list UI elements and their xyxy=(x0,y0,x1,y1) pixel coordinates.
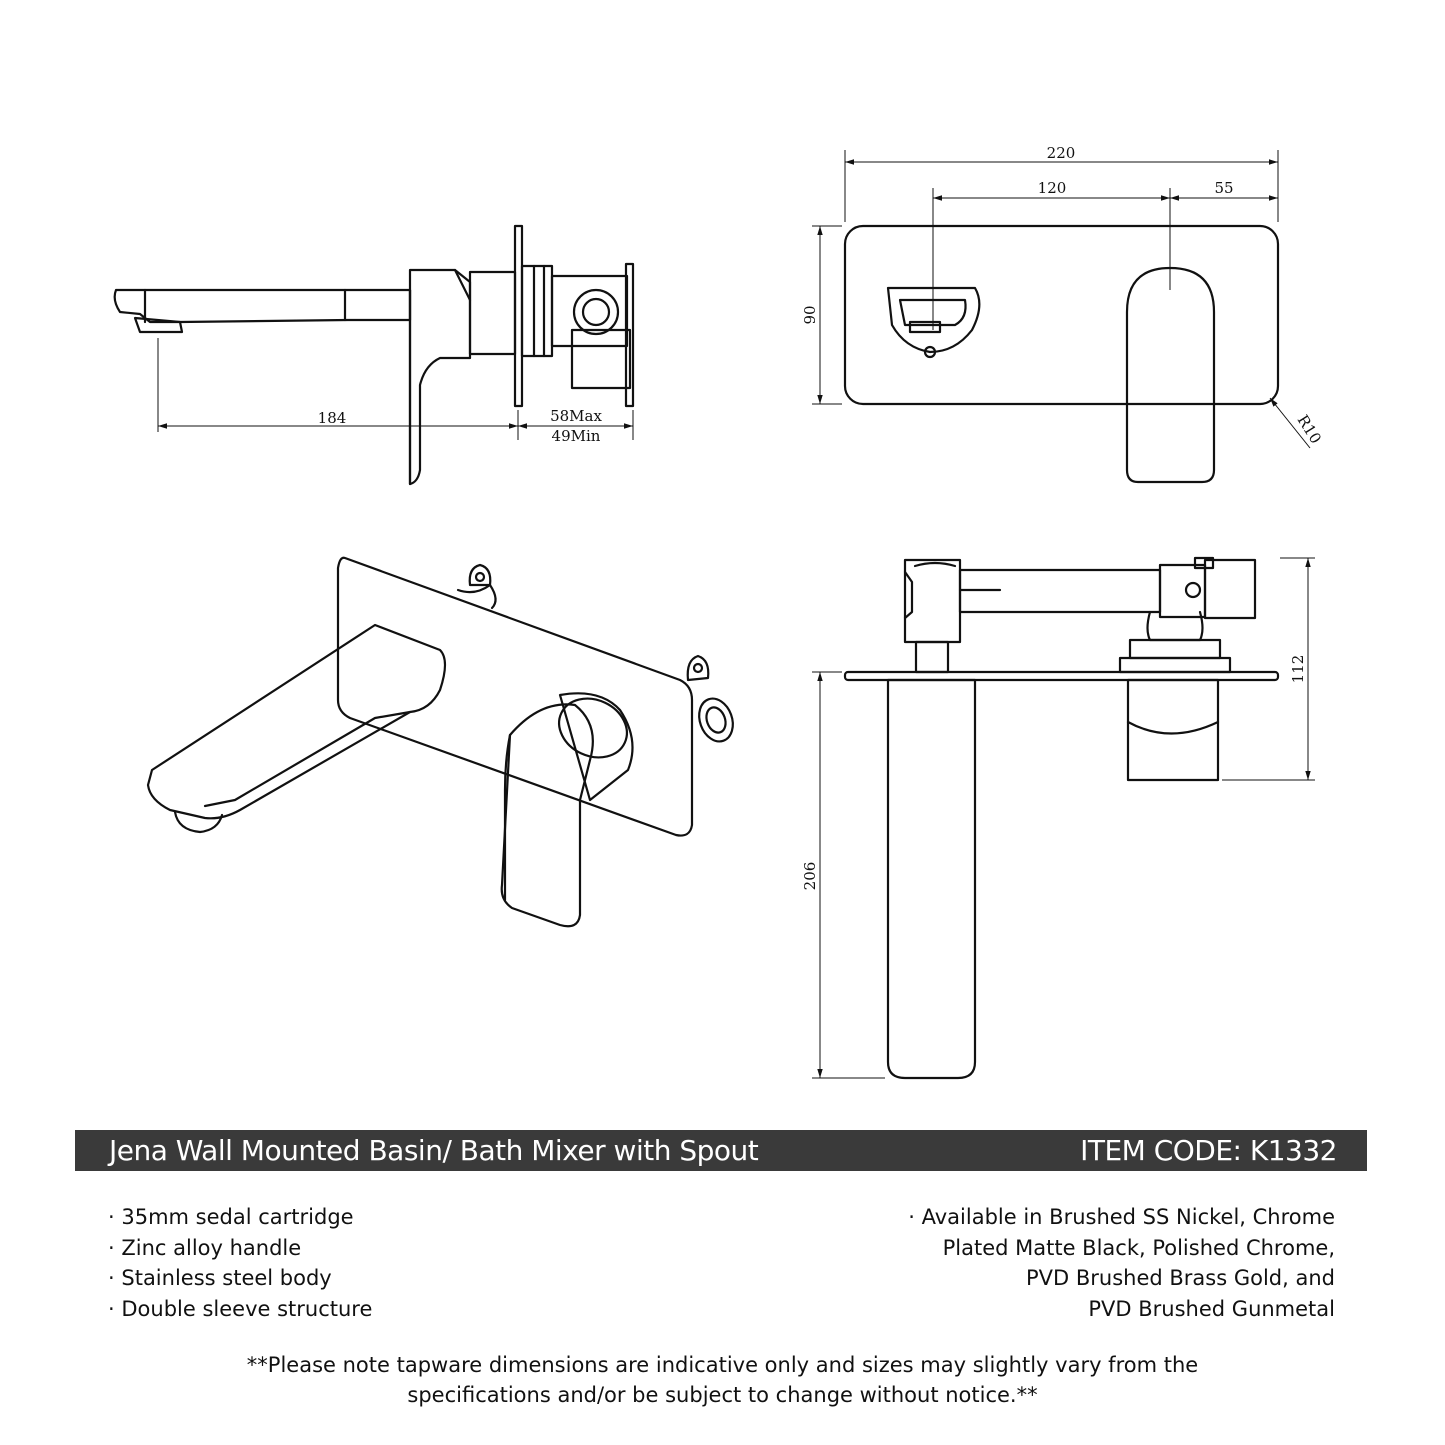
spout-reach-dim: 184 xyxy=(317,409,347,427)
product-title-bar xyxy=(75,1130,1367,1171)
bullet: · xyxy=(108,1266,115,1290)
depth-min-dim: 49Min xyxy=(551,427,601,445)
finish-line: Plated Matte Black, Polished Chrome, xyxy=(942,1235,1335,1260)
feature-item xyxy=(108,1202,372,1233)
disclaimer-note xyxy=(0,1350,1445,1410)
front-view xyxy=(801,144,1325,482)
feature-item xyxy=(108,1294,372,1325)
feature-text: Stainless steel body xyxy=(121,1266,332,1290)
finish-line: PVD Brushed Brass Gold, and xyxy=(1025,1266,1335,1290)
body-height-dim: 112 xyxy=(1289,654,1307,684)
handle-drop-dim: 206 xyxy=(801,861,819,891)
finish-list xyxy=(908,1202,1335,1324)
finish-text: Available in Brushed SS Nickel, Chrome xyxy=(921,1205,1335,1229)
feature-text: Zinc alloy handle xyxy=(121,1235,302,1260)
isometric-view xyxy=(148,558,739,927)
item-code: ITEM CODE: K1332 xyxy=(1080,1134,1337,1167)
finish-line: PVD Brushed Gunmetal xyxy=(1088,1296,1335,1321)
disclaimer-line: specifications and/or be subject to change without notice.** xyxy=(407,1383,1038,1407)
side-section-view xyxy=(801,558,1315,1078)
plate-height-dim: 90 xyxy=(801,305,819,325)
feature-item xyxy=(108,1233,372,1264)
depth-max-dim: 58Max xyxy=(550,407,602,425)
bullet: · xyxy=(108,1205,115,1229)
bullet: · xyxy=(108,1296,115,1321)
feature-text: Double sleeve structure xyxy=(121,1296,373,1321)
disclaimer-line: **Please note tapware dimensions are indicative only and sizes may slightly vary from the xyxy=(246,1353,1199,1377)
feature-text: 35mm sedal cartridge xyxy=(121,1205,354,1229)
feature-list xyxy=(108,1202,372,1324)
product-name: Jena Wall Mounted Basin/ Bath Mixer with Spout xyxy=(109,1134,759,1167)
feature-item xyxy=(108,1263,372,1294)
handle-offset-dim: 55 xyxy=(1214,179,1234,197)
plate-width-dim: 220 xyxy=(1046,144,1076,162)
bullet: · xyxy=(908,1205,915,1229)
corner-radius-dim: R10 xyxy=(1293,411,1325,448)
finish-line xyxy=(908,1202,1335,1233)
spout-to-handle-dim: 120 xyxy=(1037,179,1067,197)
side-view xyxy=(115,226,633,484)
bullet: · xyxy=(108,1235,115,1260)
